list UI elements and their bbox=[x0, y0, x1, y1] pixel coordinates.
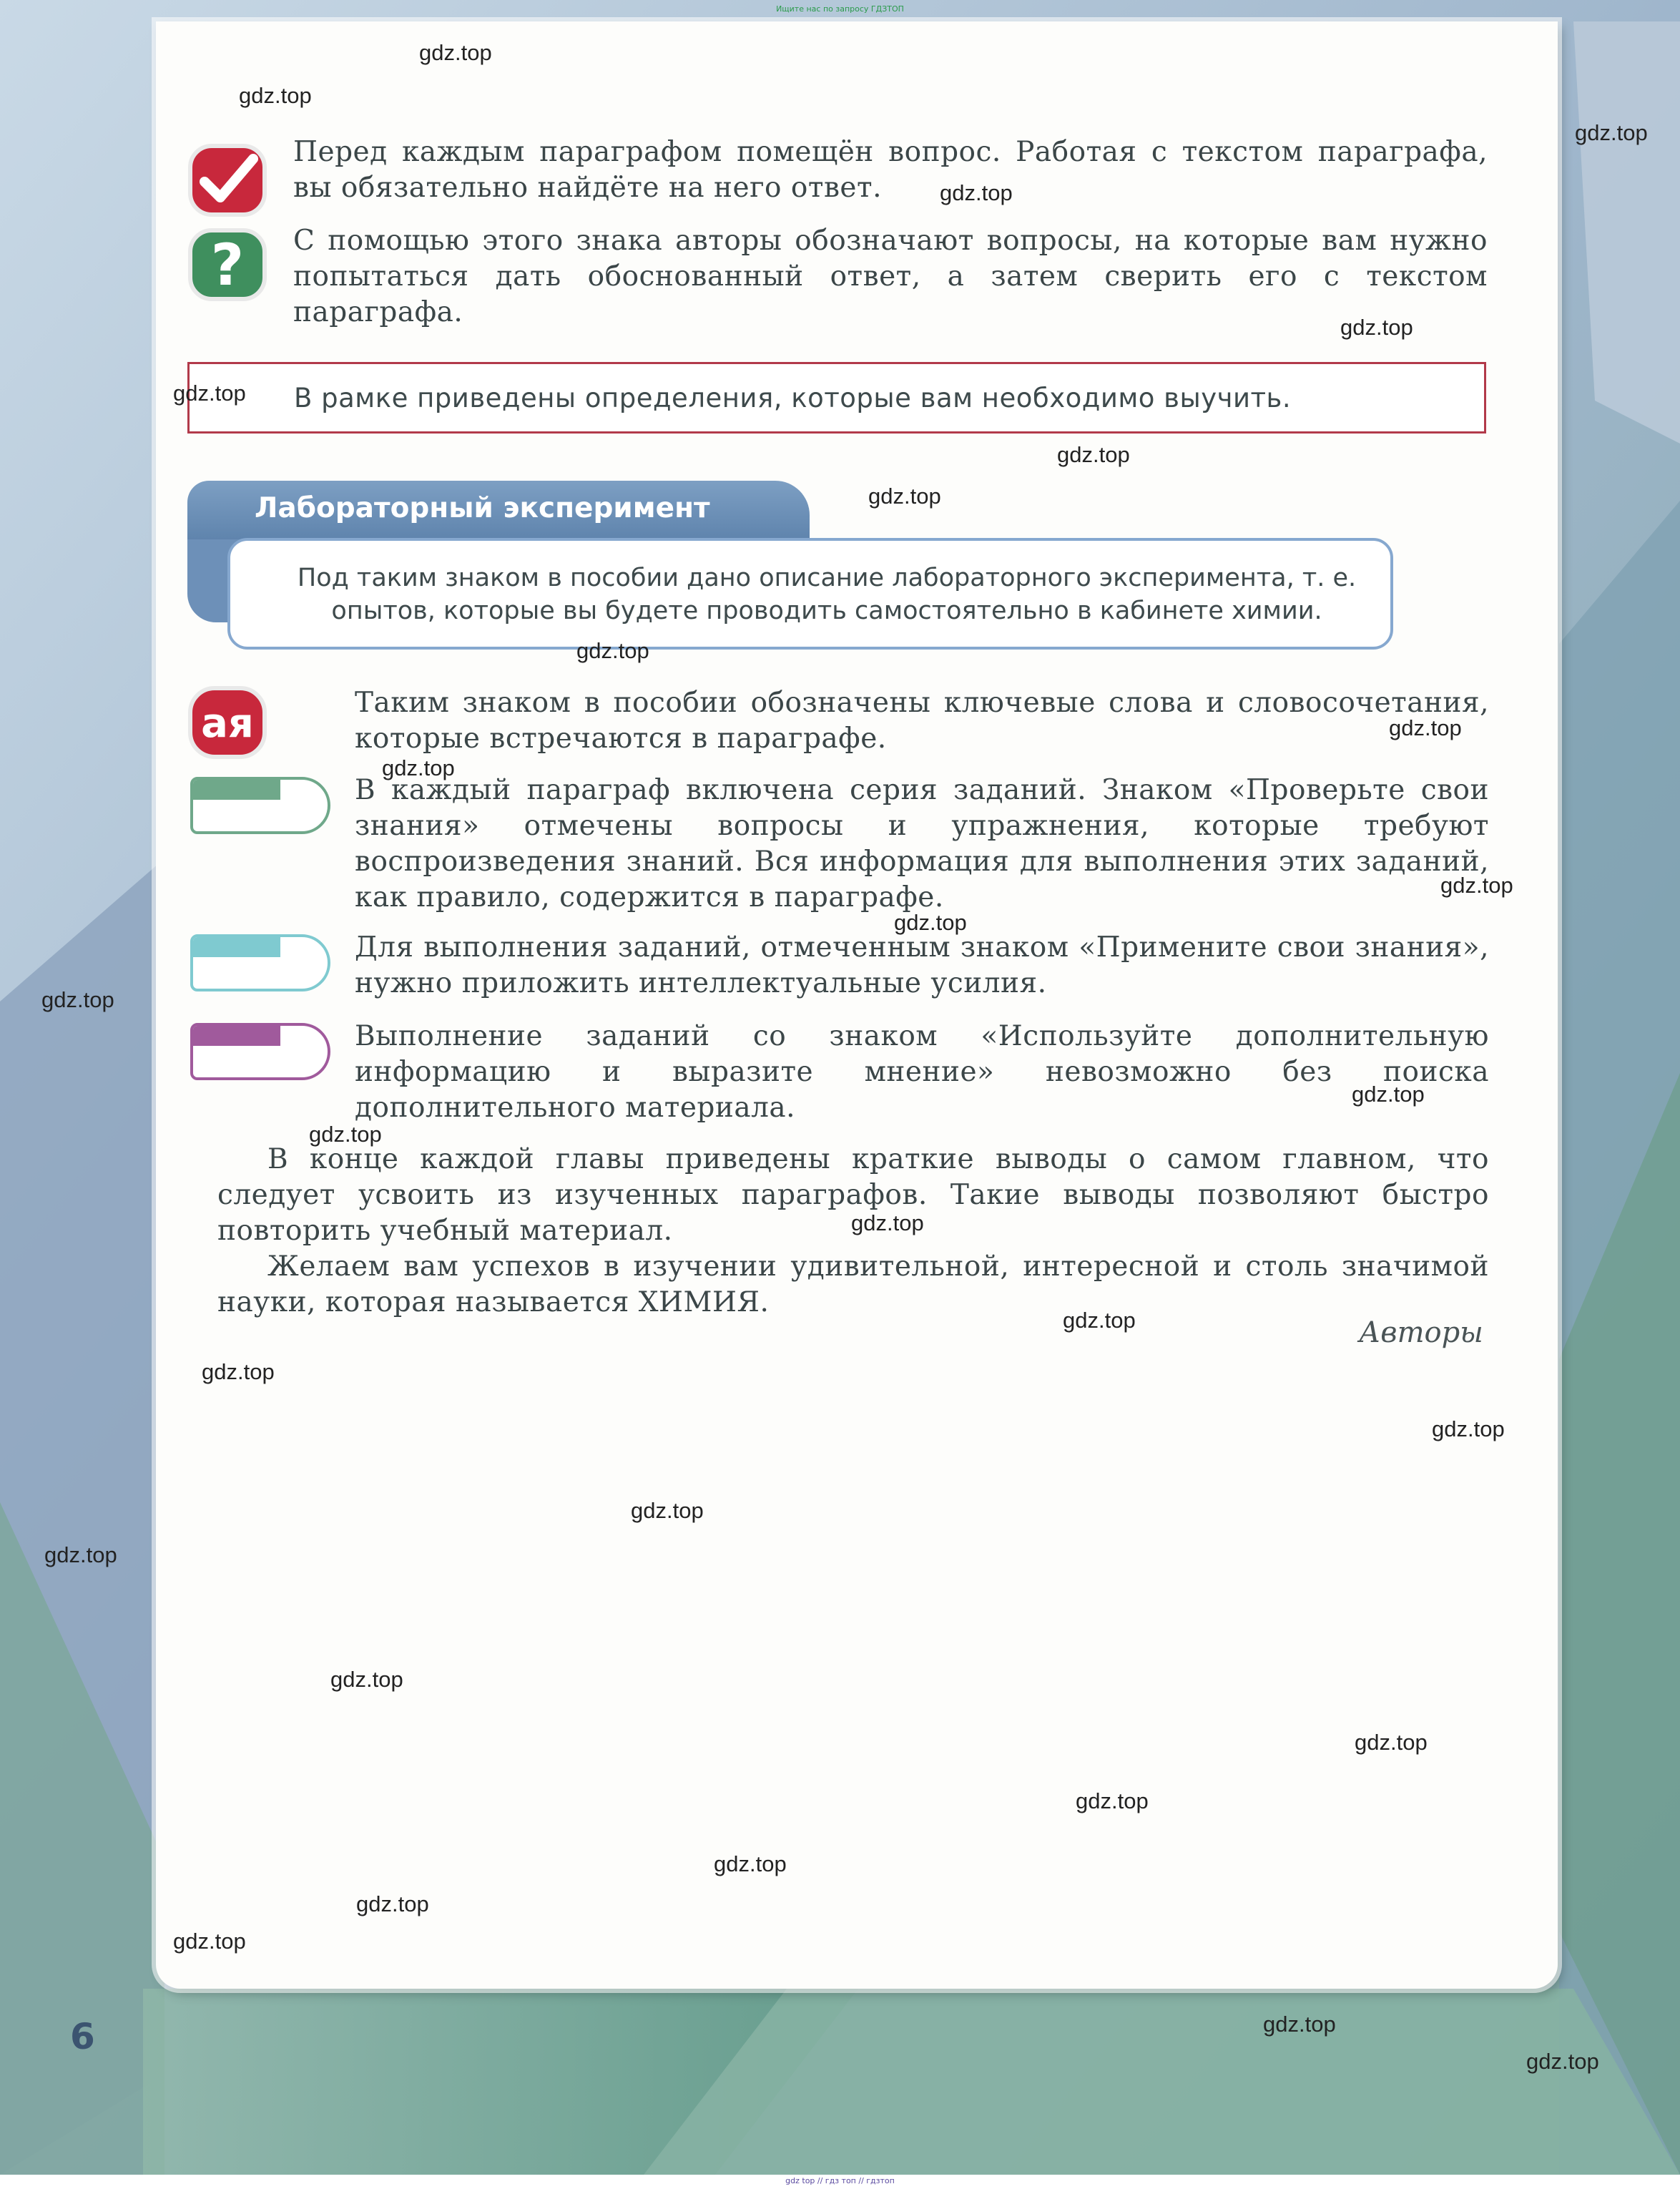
additional-info-paragraph: Выполнение заданий со знаком «Используйте дополнительную информацию и выразите мнение» невозможно без поиска дополнительного материала. bbox=[355, 1020, 1489, 1124]
question-paragraph: Перед каждым параграфом помещён вопрос. Работая с текстом параграфа, вы обязательно найдёте на него ответ. bbox=[293, 136, 1488, 204]
question-sign-paragraph: С помощью этого знака авторы обозначают вопросы, на которые вам нужно попытаться дать обоснованный ответ, а затем сверить его с текстом параграфа. bbox=[293, 225, 1488, 328]
check-knowledge-icon bbox=[190, 777, 330, 834]
watermark: gdz.top bbox=[1355, 1730, 1428, 1755]
watermark: gdz.top bbox=[330, 1667, 403, 1692]
footer-note: gdz top // гдз топ // гдзтоп bbox=[785, 2176, 895, 2185]
summary-paragraph: В конце каждой главы приведены краткие выводы о самом главном, что следует усвоить из изученных параграфов. Такие выводы позволяют быстро повторить учебный материал. bbox=[217, 1143, 1489, 1247]
watermark: gdz.top bbox=[851, 1210, 924, 1235]
watermark: gdz.top bbox=[1575, 120, 1648, 145]
watermark: gdz.top bbox=[576, 638, 649, 663]
watermark: gdz.top bbox=[1432, 1416, 1505, 1441]
question-icon bbox=[187, 227, 267, 302]
watermark: gdz.top bbox=[868, 484, 941, 509]
signature: Авторы bbox=[1359, 1316, 1483, 1349]
watermark: gdz.top bbox=[940, 180, 1013, 205]
watermark: gdz.top bbox=[1526, 2049, 1599, 2074]
svg-text:?: ? bbox=[210, 232, 245, 298]
watermark: gdz.top bbox=[1352, 1082, 1425, 1107]
watermark: gdz.top bbox=[173, 1929, 246, 1954]
page-number: 6 bbox=[70, 2016, 95, 2057]
lab-title: Лабораторный эксперимент bbox=[255, 492, 710, 524]
watermark: gdz.top bbox=[631, 1498, 704, 1523]
additional-info-icon-fill bbox=[193, 1026, 280, 1046]
watermark: gdz.top bbox=[1057, 442, 1130, 467]
watermark: gdz.top bbox=[1076, 1788, 1149, 1813]
additional-info-icon bbox=[190, 1023, 330, 1080]
watermark: gdz.top bbox=[1440, 873, 1513, 898]
definition-box bbox=[187, 362, 1486, 434]
watermark: gdz.top bbox=[894, 910, 967, 935]
svg-text:ая: ая bbox=[201, 700, 254, 747]
watermark: gdz.top bbox=[44, 1542, 117, 1567]
header-note: Ищите нас по запросу ГДЗТОП bbox=[776, 4, 904, 14]
keywords-icon bbox=[187, 685, 267, 760]
wish-paragraph: Желаем вам успехов в изучении удивительной, интересной и столь значимой науки, которая называется ХИМИЯ. bbox=[217, 1250, 1489, 1318]
check-knowledge-icon-fill bbox=[193, 780, 280, 800]
check-knowledge-paragraph: В каждый параграф включена серия заданий. Знаком «Проверьте свои знания» отмечены вопросы и упражнения, которые требуют воспроизведения знаний. Вся информация для выполнения этих заданий, как правило, содержится в параграфе. bbox=[355, 774, 1489, 914]
apply-knowledge-paragraph: Для выполнения заданий, отмеченным знаком «Примените свои знания», нужно приложить интеллектуальные усилия. bbox=[355, 931, 1489, 999]
watermark: gdz.top bbox=[173, 381, 246, 406]
watermark: gdz.top bbox=[1389, 715, 1462, 740]
lab-text: Под таким знаком в пособии дано описание лабораторного эксперимента, т. е. опытов, которые вы будете проводить самостоятельно в кабинете химии. bbox=[297, 564, 1357, 625]
definition-box-text: В рамке приведены определения, которые вам необходимо выучить. bbox=[294, 383, 1292, 413]
watermark: gdz.top bbox=[356, 1891, 429, 1916]
watermark: gdz.top bbox=[382, 755, 455, 780]
apply-knowledge-icon-fill bbox=[193, 937, 280, 957]
checkmark-icon bbox=[187, 143, 267, 217]
keywords-paragraph: Таким знаком в пособии обозначены ключевые слова и словосочетания, которые встречаются в параграфе. bbox=[355, 687, 1489, 755]
watermark: gdz.top bbox=[1263, 2012, 1336, 2037]
watermark: gdz.top bbox=[41, 987, 114, 1012]
watermark: gdz.top bbox=[239, 83, 312, 108]
watermark: gdz.top bbox=[714, 1851, 787, 1876]
watermark: gdz.top bbox=[419, 40, 492, 65]
watermark: gdz.top bbox=[1063, 1308, 1136, 1333]
apply-knowledge-icon bbox=[190, 934, 330, 991]
watermark: gdz.top bbox=[1340, 315, 1413, 340]
watermark: gdz.top bbox=[309, 1122, 382, 1147]
watermark: gdz.top bbox=[202, 1359, 275, 1384]
